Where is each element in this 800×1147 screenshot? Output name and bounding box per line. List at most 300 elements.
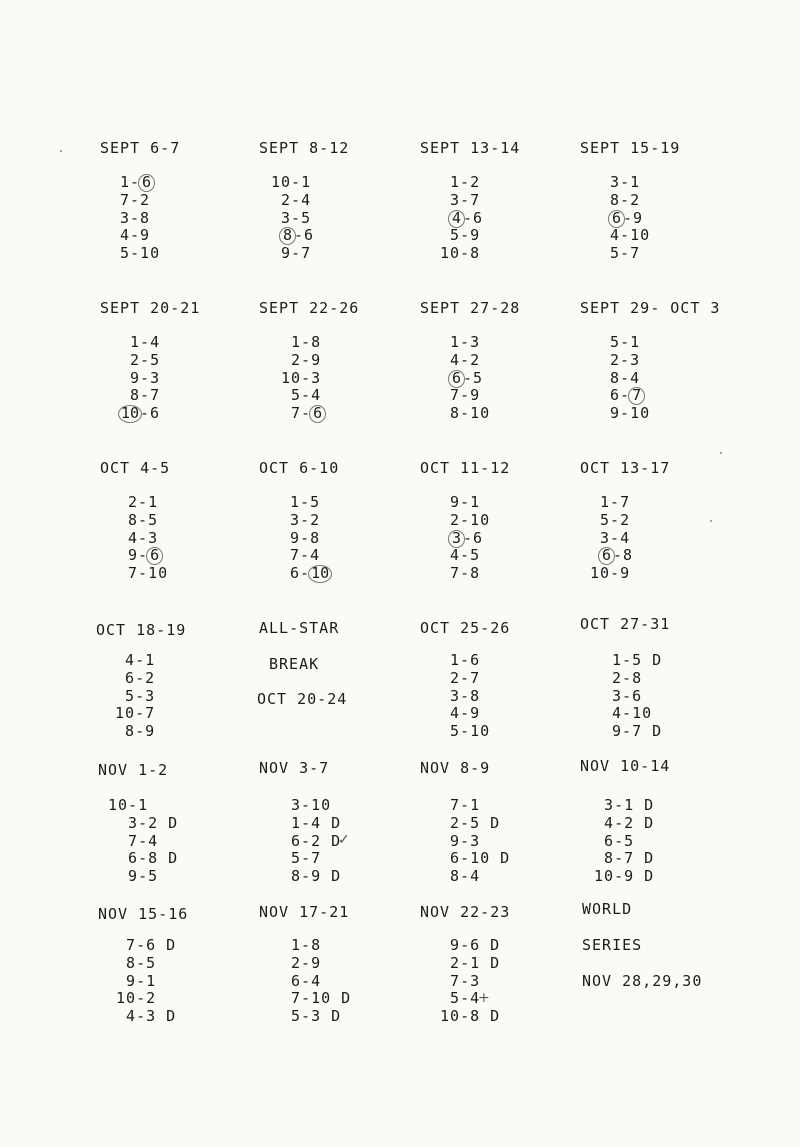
game-text: 5-9 (440, 226, 481, 245)
week-header: OCT 25-26 (420, 619, 511, 637)
game-matchup (106, 955, 176, 973)
game-matchup (600, 352, 650, 370)
week-header: NOV 8-9 (420, 759, 491, 777)
game-text: 5-4 (281, 386, 322, 405)
game-text: 2-8 (602, 668, 643, 687)
game-matchup (440, 352, 490, 370)
week-header: NOV 1-2 (98, 761, 169, 779)
game-text: 10-9 D (584, 867, 655, 886)
game-text-after: -9 (623, 208, 644, 227)
game-text: 8-4 (440, 867, 481, 886)
game-matchup (281, 1008, 351, 1026)
game-list (590, 494, 633, 583)
game-matchup (440, 387, 490, 405)
game-text: 2-9 (281, 350, 322, 369)
game-text: 9-5 (108, 867, 159, 886)
game-matchup (118, 530, 168, 548)
game-matchup (108, 868, 178, 886)
circled-team: 6 (138, 174, 155, 192)
game-matchup (281, 868, 341, 886)
game-text: 7-6 D (106, 936, 177, 954)
game-text: 3-8 (120, 208, 151, 227)
game-text: 2-1 (118, 493, 159, 511)
check-mark: ✓ (338, 832, 350, 848)
game-text: 7-2 (120, 190, 151, 209)
circled-team: 10 (308, 565, 332, 583)
week-header: NOV 22-23 (420, 903, 511, 921)
game-matchup (108, 833, 178, 851)
game-matchup (440, 405, 490, 423)
game-text: 4-2 (440, 350, 481, 369)
game-matchup (440, 850, 510, 868)
game-text: 5-3 D (281, 1007, 342, 1026)
game-list (584, 797, 654, 886)
game-list (430, 937, 500, 1026)
week-header: SEPT 8-12 (259, 139, 350, 157)
week-block (98, 761, 268, 797)
game-matchup (590, 494, 633, 512)
game-text-after: -5 (463, 368, 484, 387)
game-text: 3-1 D (584, 796, 655, 814)
week-block (580, 299, 750, 335)
game-matchup (430, 955, 500, 973)
game-text: 10-9 (590, 564, 631, 583)
game-text: 1-2 (440, 173, 481, 191)
paper-speck (60, 150, 62, 152)
game-text: 6-8 D (108, 849, 179, 868)
game-matchup (590, 547, 633, 565)
game-matchup (105, 688, 155, 706)
game-text: 1-8 (281, 333, 322, 351)
game-text: 3-8 (440, 686, 481, 705)
game-text: 3-6 (602, 686, 643, 705)
game-text: 5-10 (440, 722, 491, 741)
game-text: 4-3 (118, 528, 159, 547)
game-matchup (602, 705, 662, 723)
game-text: 5-7 (600, 244, 641, 263)
game-matchup (281, 955, 351, 973)
game-text: 10-1 (271, 173, 312, 191)
game-matchup (118, 494, 168, 512)
game-matchup (602, 688, 662, 706)
game-matchup (602, 723, 662, 741)
week-header: NOV 10-14 (580, 757, 671, 775)
game-text: 4-1 (105, 651, 156, 669)
game-text: 6- (600, 386, 631, 405)
game-list (106, 937, 176, 1026)
game-matchup (108, 850, 178, 868)
game-matchup (280, 512, 330, 530)
game-list (281, 937, 351, 1026)
game-matchup (440, 797, 510, 815)
game-text: 8-2 (600, 190, 641, 209)
game-text: 10-8 (440, 244, 481, 263)
game-text: 2-4 (271, 190, 312, 209)
game-matchup (440, 815, 510, 833)
game-matchup (600, 245, 650, 263)
game-text: 6- (280, 564, 311, 583)
game-list (118, 494, 168, 583)
game-list (281, 334, 324, 423)
game-matchup (440, 652, 490, 670)
game-text: 1-8 (281, 936, 322, 954)
game-list (120, 174, 160, 263)
game-matchup (590, 512, 633, 530)
week-header: OCT 4-5 (100, 459, 171, 477)
world-series-dates: NOV 28,29,30 (582, 972, 703, 990)
game-matchup (105, 723, 155, 741)
week-header: OCT 27-31 (580, 615, 671, 633)
game-text: 1-4 (120, 333, 161, 351)
week-block (580, 757, 750, 793)
game-text-after: -6 (294, 226, 315, 245)
world-series-label-1: WORLD (582, 900, 633, 918)
week-block (580, 139, 750, 175)
game-matchup (430, 973, 500, 991)
week-block (259, 903, 429, 939)
game-text: 1-4 D (281, 813, 342, 832)
game-matchup (440, 723, 490, 741)
circled-team: 6 (146, 547, 163, 565)
game-text: 7-9 (440, 386, 481, 405)
game-matchup (600, 210, 650, 228)
game-matchup (271, 192, 314, 210)
game-matchup (600, 405, 650, 423)
game-text: 8-9 (105, 722, 156, 741)
week-header: SEPT 27-28 (420, 299, 521, 317)
world-series-label-2: SERIES (582, 936, 643, 954)
game-text: 8-4 (600, 368, 641, 387)
game-text: 8-7 D (584, 849, 655, 868)
game-list (105, 652, 155, 741)
game-text: 4-3 D (106, 1007, 177, 1026)
circled-team: 8 (279, 227, 296, 245)
game-text: 6-10 D (440, 849, 511, 868)
game-matchup (602, 670, 662, 688)
game-matchup (120, 210, 160, 228)
game-list (120, 334, 160, 423)
paper-speck (720, 452, 722, 454)
game-text: 7-4 (108, 831, 159, 850)
game-matchup (118, 512, 168, 530)
game-text: 1-3 (440, 333, 481, 351)
week-header: SEPT 20-21 (100, 299, 201, 317)
game-text: 6-2 (105, 668, 156, 687)
game-matchup (440, 227, 483, 245)
game-text: 4-9 (120, 226, 151, 245)
game-text: 1-5 (280, 493, 321, 511)
game-matchup (108, 797, 178, 815)
game-matchup (120, 174, 160, 192)
game-matchup (120, 405, 160, 423)
game-text: 9-6 D (430, 936, 501, 954)
game-matchup (120, 245, 160, 263)
circled-team: 3 (448, 530, 465, 548)
game-list (440, 174, 483, 263)
game-matchup (440, 670, 490, 688)
game-text: 2-5 D (440, 813, 501, 832)
game-text: 9-10 (600, 404, 651, 423)
game-matchup (440, 530, 490, 548)
game-matchup (105, 652, 155, 670)
game-text-after: -6 (463, 208, 484, 227)
game-matchup (584, 833, 654, 851)
game-text: 5-3 (105, 686, 156, 705)
game-matchup (118, 547, 168, 565)
game-text: 2-10 (440, 510, 491, 529)
game-text: 3-2 D (108, 813, 179, 832)
circled-team: 6 (309, 405, 326, 423)
game-matchup (281, 334, 324, 352)
game-text: 3-4 (590, 528, 631, 547)
game-matchup (106, 937, 176, 955)
game-matchup (440, 705, 490, 723)
game-text: 6-2 D (281, 831, 342, 850)
game-list (440, 494, 490, 583)
game-matchup (281, 833, 341, 851)
week-block (580, 459, 750, 495)
game-matchup (440, 174, 483, 192)
game-text: 7-3 (430, 971, 481, 990)
game-text: 7-4 (280, 546, 321, 565)
paper-speck (710, 520, 712, 522)
week-block (420, 619, 590, 655)
week-header: OCT 6-10 (259, 459, 340, 477)
game-text: 3-10 (281, 796, 332, 814)
week-header: NOV 17-21 (259, 903, 350, 921)
game-matchup (271, 227, 314, 245)
game-text: 8-5 (118, 510, 159, 529)
game-matchup (105, 670, 155, 688)
circled-team: 7 (628, 387, 645, 405)
game-text: 5-1 (600, 333, 641, 351)
game-text-after: -6 (140, 404, 161, 423)
week-header: OCT 13-17 (580, 459, 671, 477)
game-matchup (600, 174, 650, 192)
game-text: 9-1 (106, 971, 157, 990)
game-matchup (600, 227, 650, 245)
game-text: 7-10 D (281, 989, 352, 1008)
game-text: 9-1 (440, 493, 481, 511)
week-block (420, 459, 590, 495)
game-matchup (440, 192, 483, 210)
game-text: 2-1 D (430, 953, 501, 972)
game-matchup (590, 565, 633, 583)
circled-team: 6 (608, 210, 625, 228)
game-matchup (281, 387, 324, 405)
week-block (100, 139, 270, 175)
game-text-after: -6 (463, 528, 484, 547)
game-list (280, 494, 330, 583)
game-text: 2-9 (281, 953, 322, 972)
game-text: 10-8 D (430, 1007, 501, 1026)
game-text: 4-10 (600, 226, 651, 245)
week-header: OCT 18-19 (96, 621, 187, 639)
game-text: 2-7 (440, 668, 481, 687)
game-text: 4-2 D (584, 813, 655, 832)
game-matchup (600, 387, 650, 405)
game-matchup (105, 705, 155, 723)
game-matchup (600, 192, 650, 210)
game-matchup (600, 370, 650, 388)
week-header: SEPT 6-7 (100, 139, 181, 157)
game-list (600, 174, 650, 263)
plus-mark: + (478, 990, 490, 1006)
week-block (100, 299, 270, 335)
game-matchup (440, 210, 483, 228)
game-matchup (280, 530, 330, 548)
game-matchup (281, 850, 341, 868)
game-matchup (271, 245, 314, 263)
game-text: 5-4 (430, 989, 481, 1008)
game-matchup (281, 973, 351, 991)
game-text: 1-5 D (602, 651, 663, 669)
game-text: 9-3 (440, 831, 481, 850)
game-matchup (281, 990, 351, 1008)
game-matchup (106, 973, 176, 991)
game-matchup (120, 370, 160, 388)
game-matchup (584, 868, 654, 886)
game-matchup (440, 494, 490, 512)
game-matchup (120, 352, 160, 370)
circled-team: 6 (598, 547, 615, 565)
allstar-dates-label: OCT 20-24 (257, 690, 348, 708)
game-text-after: -8 (613, 546, 634, 565)
week-header: SEPT 13-14 (420, 139, 521, 157)
week-header: SEPT 15-19 (580, 139, 681, 157)
week-header: OCT 11-12 (420, 459, 511, 477)
game-matchup (120, 334, 160, 352)
game-matchup (584, 815, 654, 833)
game-matchup (106, 1008, 176, 1026)
game-text: 10-3 (281, 368, 322, 387)
game-text: 9- (118, 546, 149, 565)
game-matchup (584, 797, 654, 815)
game-text: 3-2 (280, 510, 321, 529)
circled-team: 4 (448, 210, 465, 228)
game-text: 3-1 (600, 173, 641, 191)
game-text: 10-7 (105, 704, 156, 723)
game-matchup (280, 494, 330, 512)
game-matchup (106, 990, 176, 1008)
game-matchup (584, 850, 654, 868)
game-text: 9-7 D (602, 722, 663, 741)
game-text: 6-4 (281, 971, 322, 990)
game-list (271, 174, 314, 263)
game-matchup (440, 245, 483, 263)
week-block (259, 759, 429, 795)
game-text: 5-10 (120, 244, 161, 263)
game-matchup (440, 547, 490, 565)
game-matchup (281, 797, 341, 815)
game-matchup (271, 210, 314, 228)
game-text: 4-5 (440, 546, 481, 565)
game-list (600, 334, 650, 423)
game-text: 8-10 (440, 404, 491, 423)
game-matchup (602, 652, 662, 670)
game-matchup (120, 192, 160, 210)
game-list (440, 652, 490, 741)
game-matchup (280, 565, 330, 583)
game-text: 10-2 (106, 989, 157, 1008)
week-block (580, 615, 750, 651)
game-matchup (280, 547, 330, 565)
week-block (259, 299, 429, 335)
game-text: 4-10 (602, 704, 653, 723)
game-matchup (440, 868, 510, 886)
game-list (281, 797, 341, 886)
game-matchup (120, 387, 160, 405)
game-text: 6-5 (584, 831, 635, 850)
game-text: 5-2 (590, 510, 631, 529)
week-header: NOV 15-16 (98, 905, 189, 923)
game-matchup (281, 370, 324, 388)
game-matchup (281, 937, 351, 955)
game-text: 5-7 (281, 849, 322, 868)
game-text: 2-3 (600, 350, 641, 369)
week-header: ALL-STAR (259, 619, 340, 637)
game-text: 3-5 (271, 208, 312, 227)
game-matchup (440, 370, 490, 388)
circled-team: 6 (448, 370, 465, 388)
game-text: 4-9 (440, 704, 481, 723)
game-text: 3-7 (440, 190, 481, 209)
game-text: 9-7 (271, 244, 312, 263)
game-text: 7-8 (440, 564, 481, 583)
week-header: NOV 3-7 (259, 759, 330, 777)
week-block (420, 139, 590, 175)
game-text: 10-1 (108, 796, 149, 814)
week-block (100, 459, 270, 495)
game-list (108, 797, 178, 886)
game-matchup (590, 530, 633, 548)
game-matchup (118, 565, 168, 583)
game-text: 7-1 (440, 796, 481, 814)
game-matchup (600, 334, 650, 352)
game-text: 1- (120, 173, 141, 191)
game-list (440, 797, 510, 886)
week-block (420, 759, 590, 795)
game-text: 8-5 (106, 953, 157, 972)
week-block (259, 139, 429, 175)
game-text: 2-5 (120, 350, 161, 369)
game-matchup (440, 833, 510, 851)
game-matchup (440, 688, 490, 706)
game-text: 8-9 D (281, 867, 342, 886)
week-header: SEPT 29- OCT 3 (580, 299, 721, 317)
week-block (420, 299, 590, 335)
game-text: 9-3 (120, 368, 161, 387)
game-list (602, 652, 662, 741)
game-matchup (430, 1008, 500, 1026)
week-block (259, 459, 429, 495)
game-matchup (281, 815, 341, 833)
week-header: SEPT 22-26 (259, 299, 360, 317)
game-matchup (108, 815, 178, 833)
game-list (440, 334, 490, 423)
game-matchup (440, 512, 490, 530)
game-text: 1-7 (590, 493, 631, 511)
game-text: 9-8 (280, 528, 321, 547)
allstar-break-label: BREAK (269, 655, 320, 673)
game-text: 1-6 (440, 651, 481, 669)
game-matchup (440, 334, 490, 352)
game-matchup (430, 937, 500, 955)
game-matchup (271, 174, 314, 192)
game-matchup (281, 352, 324, 370)
game-matchup (120, 227, 160, 245)
week-block (259, 619, 429, 655)
